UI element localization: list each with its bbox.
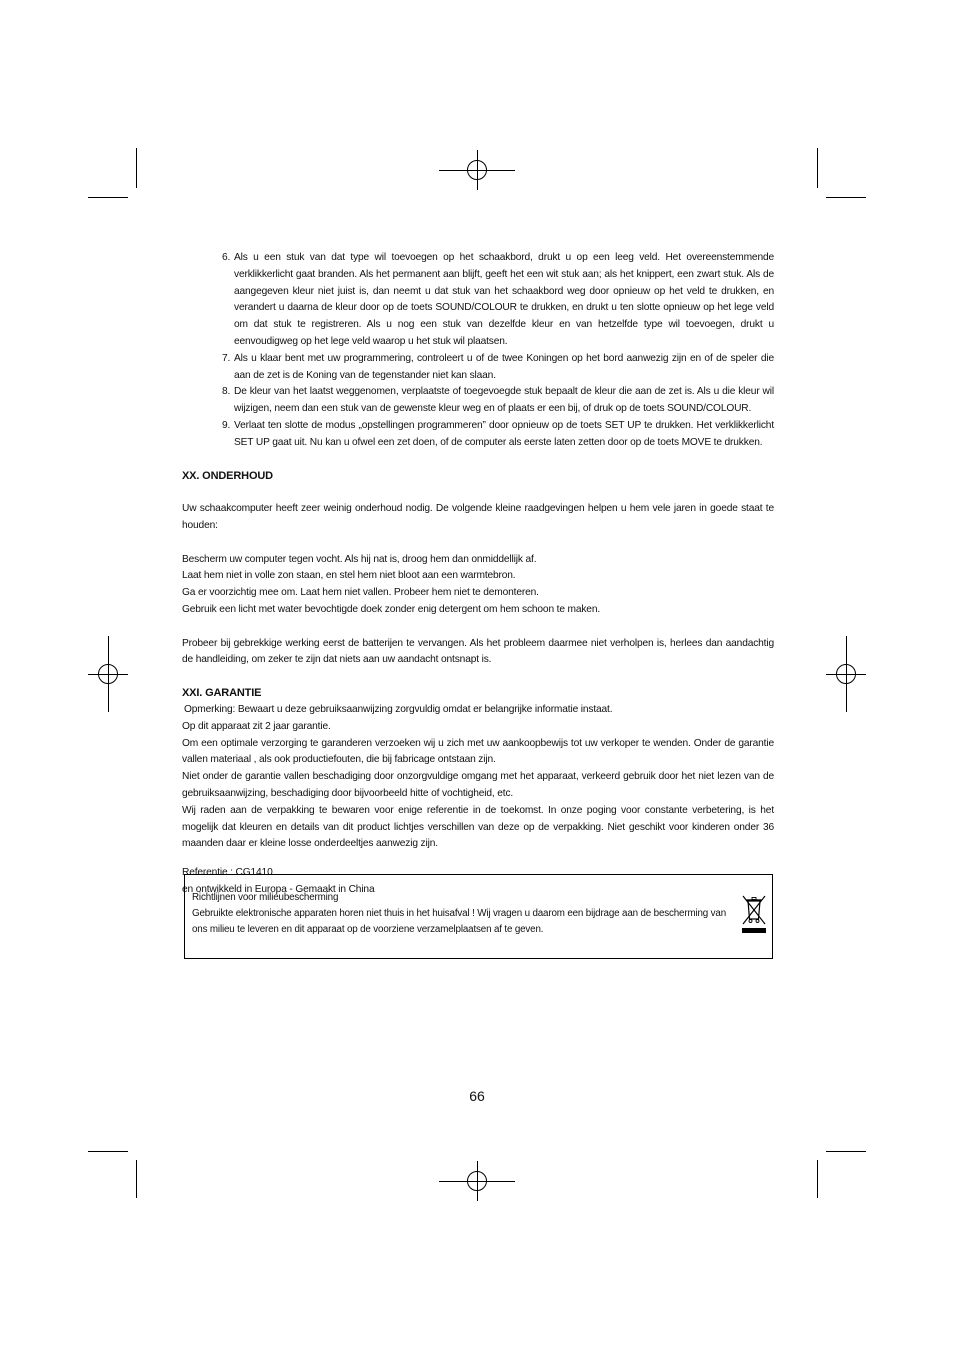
registration-mark-top <box>439 150 515 190</box>
crop-mark <box>826 197 866 198</box>
setup-steps-list <box>182 250 774 452</box>
crop-mark <box>826 1151 866 1152</box>
crop-mark <box>136 1160 137 1198</box>
crop-mark <box>817 148 818 188</box>
origin-line: en ontwikkeld in Europa - Gemaakt in China <box>182 883 375 895</box>
crop-mark <box>136 148 137 188</box>
garantie-paragraph: Wij raden aan de verpakking te bewaren voor enige referentie in de toekomst. In onze poging voor constante verbetering, is het mogelijk dat kleuren en details van dit product lichtjes verschillen van deze op de verpakking. Niet geschikt voor kinderen onder 36 maanden daar er kleine losse onderdeeltjes aanwezig zijn. <box>182 804 774 850</box>
onderhoud-tip: Bescherm uw computer tegen vocht. Als hij nat is, droog hem dan onmiddellijk af. <box>182 553 537 565</box>
page-content <box>182 250 774 899</box>
registration-mark-bottom <box>439 1161 515 1201</box>
section-heading-onderhoud: XX. ONDERHOUD <box>182 469 273 482</box>
crop-mark <box>88 1151 128 1152</box>
section-heading-garantie: XXI. GARANTIE <box>182 687 262 700</box>
list-item: 7. Als u klaar bent met uw programmering, controleert u of de twee Koningen op het bord aanwezig zijn en of de speler die aan de zet is de Koning van de tegenstander niet kan slaan. <box>222 352 774 381</box>
environment-title: Richtlijnen voor milieubescherming <box>192 892 339 903</box>
onderhoud-closing: Probeer bij gebrekkige werking eerst de batterijen te vervangen. Als het probleem daarmee niet verholpen is, herlees dan aandachtig de handleiding, om zeker te zijn dat niets aan uw aandacht ontsnapt is. <box>182 637 774 666</box>
crossed-out-wheelie-bin-icon <box>741 893 767 935</box>
reference-code: Referentie : CG1410 <box>182 867 273 879</box>
list-item: 9. Verlaat ten slotte de modus „opstellingen programmeren” door opnieuw op de toets SET UP te drukken. Het verklikkerlicht SET UP gaat uit. Nu kan u ofwel een zet doen, of de computer als eerste laten zetten door op de toets MOVE te drukken. <box>222 419 774 448</box>
garantie-paragraph: Niet onder de garantie vallen beschadiging door onzorgvuldige omgang met het apparaat, verkeerd gebruik door het niet lezen van de gebruiksaanwijzing, beschadiging door bijvoorbeeld hitte of vochtigheid, etc. <box>182 771 774 799</box>
registration-mark-right <box>826 636 866 712</box>
garantie-paragraph: Om een optimale verzorging te garanderen verzoeken wij u zich met uw aankoopbewijs tot uw verkoper te wenden. Onder de garantie vallen materiaal , als ook productiefouten, die bij fabricage ontstaan zijn. <box>182 737 774 766</box>
onderhoud-intro: Uw schaakcomputer heeft zeer weinig onderhoud nodig. De volgende kleine raadgevingen helpen u hem vele jaren in goede staat te houden: <box>182 503 774 531</box>
garantie-term: Op dit apparaat zit 2 jaar garantie. <box>182 720 331 732</box>
environment-notice <box>184 874 773 959</box>
page-number: 66 <box>469 1088 485 1104</box>
list-item: 6. Als u een stuk van dat type wil toevoegen op het schaakbord, drukt u op een leeg veld. Het overeenstemmende verklikkerlicht gaat branden. Als het permanent aan blijft, geeft het een wit stuk aan; als het knippert, een zwart stuk. Als de aangegeven kleur niet juist is, dan neemt u dat stuk van het schaakbord weg door opnieuw op het veld te drukken, en verandert u daarna de kleur door op de toets SOUND/COLOUR te drukken, en drukt u ten slotte opnieuw op het lege veld om dat stuk te registreren. Als u nog een stuk van dezelfde kleur en van hetzelfde type wil toevoegen, drukt u eenvoudigweg op het lege veld waarop u het stuk wil plaatsen. <box>222 252 774 347</box>
list-item: 8. De kleur van het laatst weggenomen, verplaatste of toegevoegde stuk bepaalt de kleur die aan de zet is. Als u die kleur wil wijzigen, neem dan een stuk van de gewenste kleur weg en of plaats er een bij, of druk op de toets SOUND/COLOUR. <box>222 386 774 415</box>
garantie-note: Opmerking: Bewaart u deze gebruiksaanwijzing zorgvuldig omdat er belangrijke informatie instaat. <box>184 703 613 715</box>
crop-mark <box>88 197 128 198</box>
onderhoud-tip: Laat hem niet in volle zon staan, en stel hem niet bloot aan een warmtebron. <box>182 570 516 582</box>
environment-text: Gebruikte elektronische apparaten horen niet thuis in het huisafval ! Wij vragen u daarom een bijdrage aan de bescherming van ons milieu te leveren en dit apparaat op de voorziene verzamelplaatsen af te geven. <box>192 907 727 935</box>
registration-mark-left <box>88 636 128 712</box>
onderhoud-tip: Ga er voorzichtig mee om. Laat hem niet vallen. Probeer hem niet te demonteren. <box>182 587 539 599</box>
crop-mark <box>817 1160 818 1198</box>
onderhoud-tip: Gebruik een licht met water bevochtigde doek zonder enig detergent om hem schoon te maken. <box>182 603 601 615</box>
